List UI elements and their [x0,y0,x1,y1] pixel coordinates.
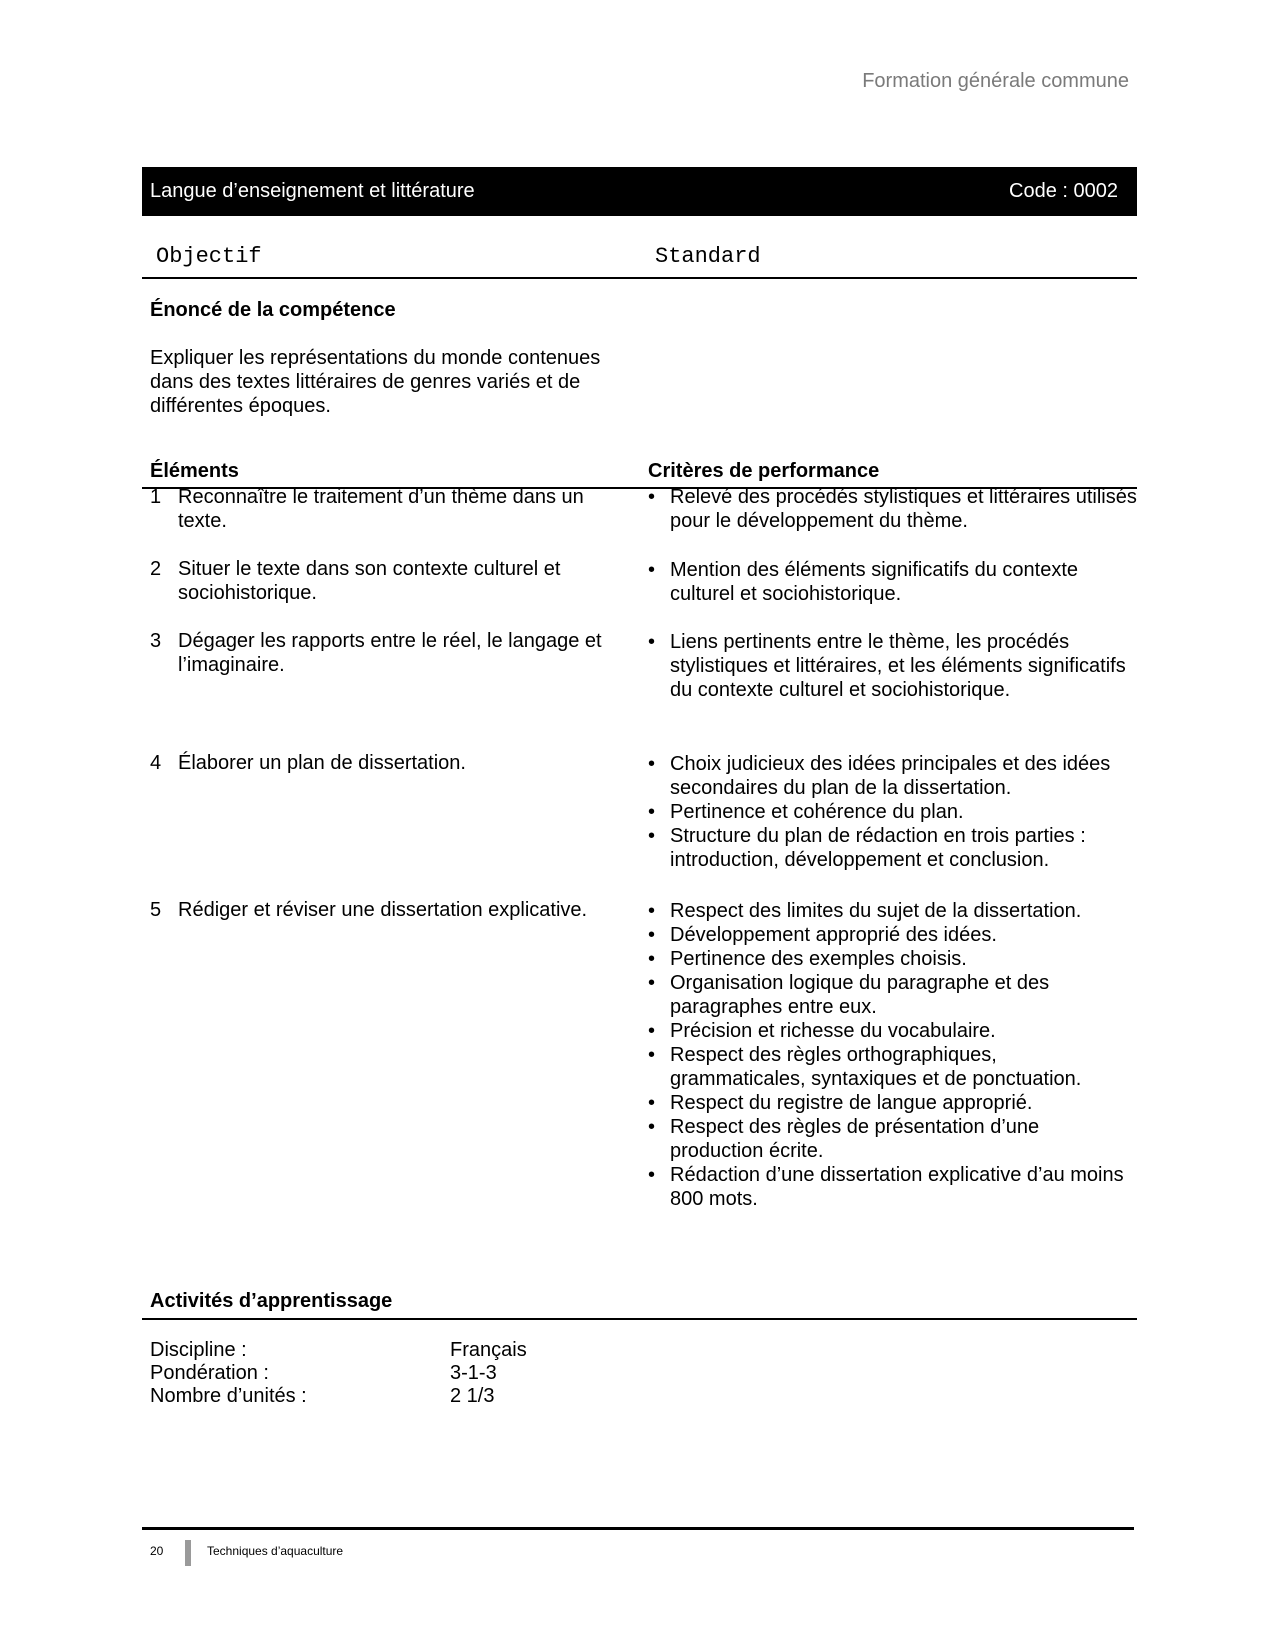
element-text: Dégager les rapports entre le réel, le langage et l’imaginaire. [178,630,602,676]
criterion: • Relevé des procédés stylistiques et littéraires utilisés pour le développement du thème. [648,485,1138,533]
footer-separator [185,1540,191,1566]
criteria-list [648,485,1138,533]
units-row [150,1385,650,1408]
course-title-bar [142,167,1137,216]
criteria-heading: Critères de performance [648,460,880,482]
footer-title: Techniques d’aquaculture [207,1544,344,1558]
units-value: 2 1/3 [450,1385,495,1407]
criteria-list [648,558,1138,606]
element-text: Rédiger et réviser une dissertation explicative. [178,899,588,921]
criterion: • Respect des règles de présentation d’une production écrite. [648,1115,1138,1163]
ponderation-value: 3-1-3 [450,1362,497,1384]
elements-heading: Éléments [150,460,239,482]
element-number: 3 [150,630,162,652]
activities-header [142,1290,1137,1320]
discipline-row [150,1339,650,1362]
criterion: • Organisation logique du paragraphe et des paragraphes entre eux. [648,971,1138,1019]
course-code: Code : 0002 [1009,180,1118,202]
criteria-list [648,630,1138,702]
running-head: Formation générale commune [862,70,1129,92]
page-number: 20 [150,1544,164,1558]
discipline-label: Discipline : [150,1339,247,1361]
element-text: Reconnaître le traitement d’un thème dans un texte. [178,486,584,532]
element-text: Élaborer un plan de dissertation. [178,752,466,774]
criterion: • Structure du plan de rédaction en trois parties : introduction, développement et conclusion. [648,824,1138,872]
criterion: • Respect du registre de langue approprié. [648,1091,1138,1115]
ponderation-label: Pondération : [150,1362,269,1384]
standard-label: Standard [655,244,761,269]
activities-heading: Activités d’apprentissage [150,1290,393,1312]
criterion: • Choix judicieux des idées principales et des idées secondaires du plan de la dissertation. [648,752,1138,800]
objective-standard-header [142,244,1137,279]
element-number: 5 [150,899,162,921]
element-number: 2 [150,558,162,580]
enonce-heading: Énoncé de la compétence [150,299,396,321]
course-title: Langue d’enseignement et littérature [150,180,475,202]
criterion: • Respect des règles orthographiques, grammaticales, syntaxiques et de ponctuation. [648,1043,1138,1091]
footer-rule [142,1527,1134,1530]
element-text: Situer le texte dans son contexte culturel et sociohistorique. [178,558,561,604]
element-number: 1 [150,486,162,508]
criterion: • Développement approprié des idées. [648,923,1138,947]
element-number: 4 [150,752,162,774]
discipline-value: Français [450,1339,527,1361]
criterion: • Précision et richesse du vocabulaire. [648,1019,1138,1043]
criterion: • Mention des éléments significatifs du contexte culturel et sociohistorique. [648,558,1138,606]
criterion: • Pertinence et cohérence du plan. [648,800,1138,824]
criterion: • Respect des limites du sujet de la dissertation. [648,899,1138,923]
units-label: Nombre d’unités : [150,1385,307,1407]
activities-details [150,1339,650,1408]
ponderation-row [150,1362,650,1385]
enonce-text: Expliquer les représentations du monde contenues dans des textes littéraires de genres variés et de différentes époques. [150,347,601,417]
criterion: • Liens pertinents entre le thème, les procédés stylistiques et littéraires, et les éléments significatifs du contexte culturel et sociohistorique. [648,630,1138,702]
criteria-list [648,899,1138,1211]
criterion: • Rédaction d’une dissertation explicative d’au moins 800 mots. [648,1163,1138,1211]
objective-label: Objectif [156,244,262,269]
criteria-list [648,752,1138,872]
criterion: • Pertinence des exemples choisis. [648,947,1138,971]
